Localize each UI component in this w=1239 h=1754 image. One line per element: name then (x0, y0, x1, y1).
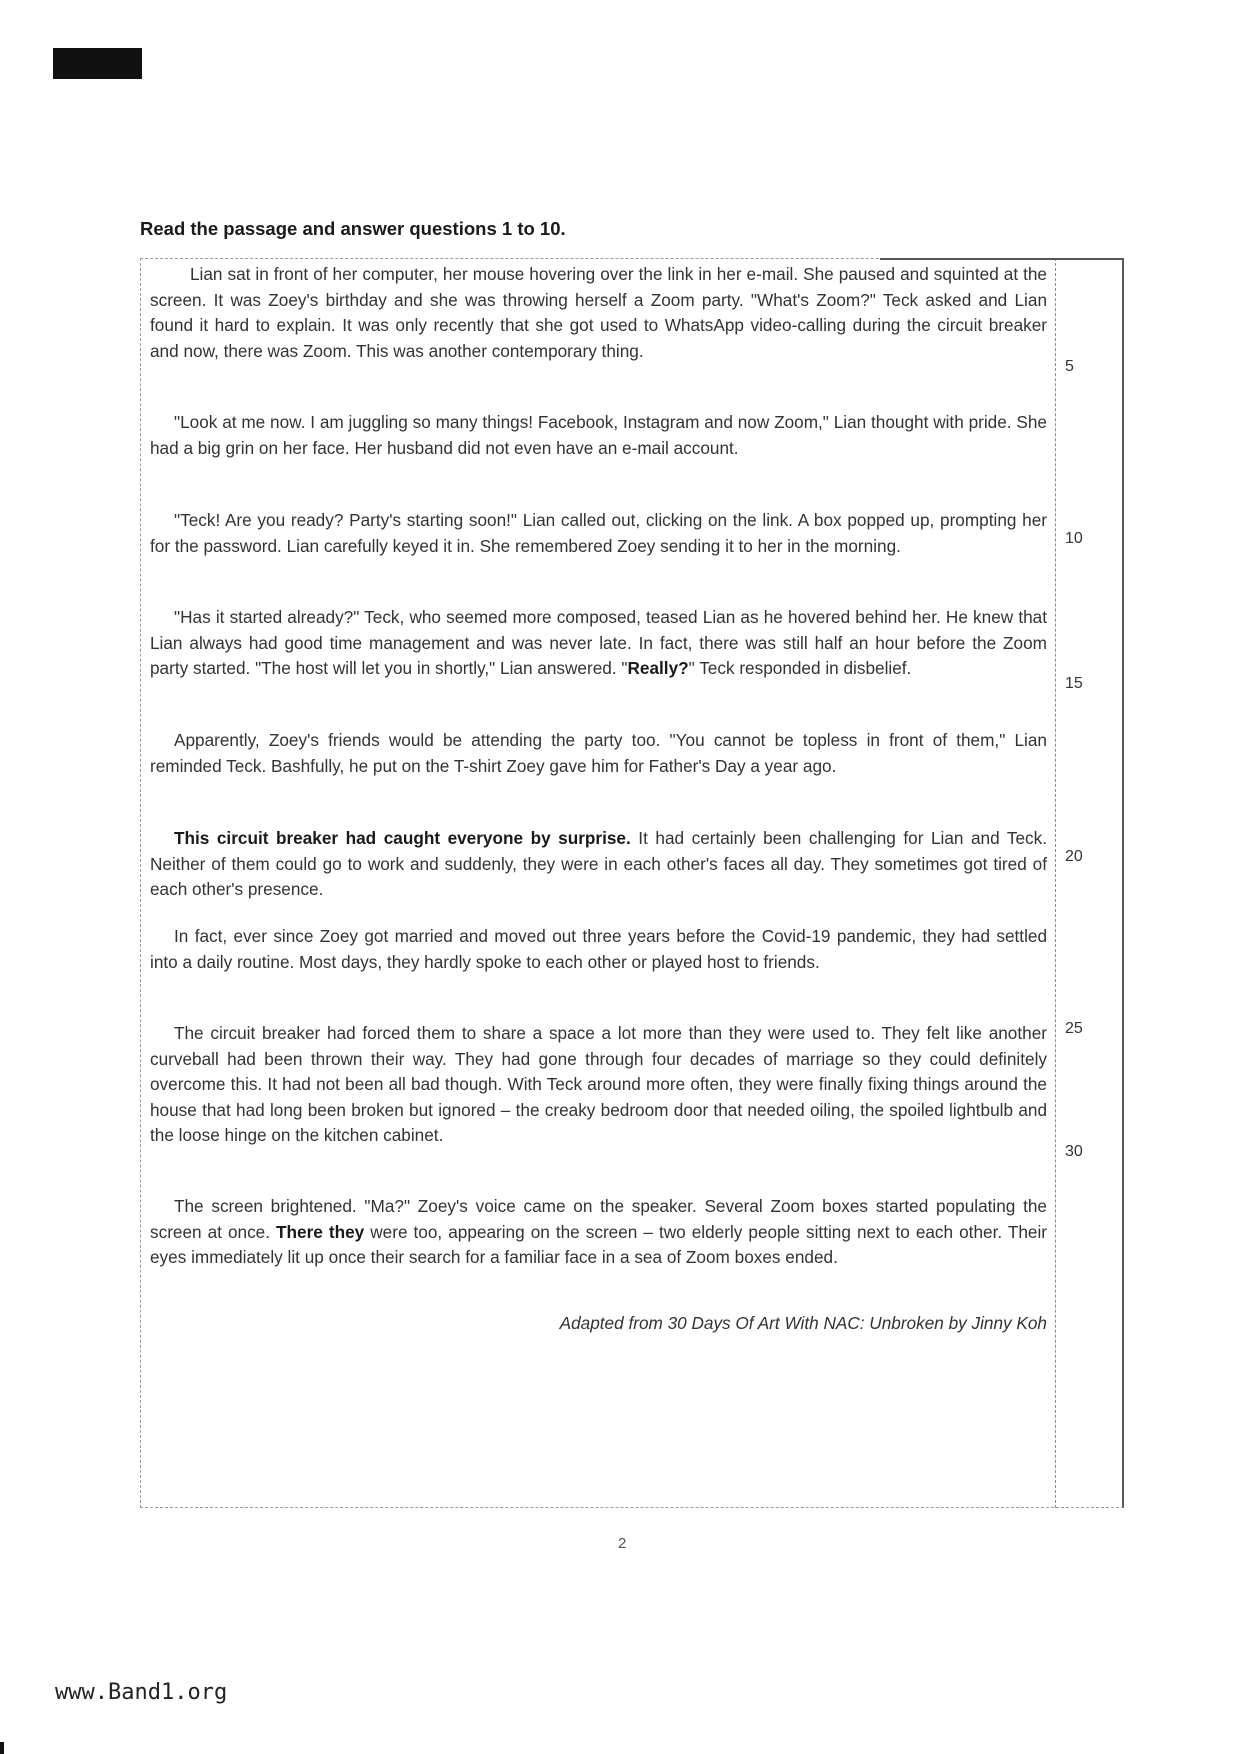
paragraph-9-part-1: The screen brightened. "Ma?" Zoey's voice came on the speaker. Several Zoom boxes started populating the screen at once. (150, 1196, 1047, 1242)
paragraph-4-part-2: " Teck responded in disbelief. (688, 658, 912, 678)
redaction-block (53, 48, 142, 79)
line-number-20: 20 (1065, 848, 1083, 865)
paragraph-6-part-1: It had certainly been challenging for Lian and Teck. Neither of them could go to work and suddenly, they were in each other's faces all day. They sometimes got tired of each other's presence. (150, 828, 1048, 899)
paragraph-4 (150, 605, 1047, 682)
source-attribution: Adapted from 30 Days Of Art With NAC: Unbroken by Jinny Koh (559, 1313, 1047, 1333)
paragraph-6 (150, 826, 1047, 903)
scan-speck (0, 1742, 4, 1754)
paragraph-9-emphasis: There they (276, 1221, 365, 1242)
line-number-15: 15 (1065, 675, 1083, 692)
paragraph-9 (150, 1194, 1047, 1271)
line-number-divider (1055, 258, 1056, 1508)
page-number: 2 (618, 1535, 627, 1552)
paragraph-4-part-1: "Has it started already?" Teck, who seemed more composed, teased Lian as he hovered behind her. He knew that Lian always had good time management and was never late. In fact, there was still half an hour before the Zoom party started. "The host will let you in shortly," Lian answered. " (150, 607, 1047, 678)
paragraph-6-emphasis: This circuit breaker had caught everyone by surprise. (174, 828, 631, 848)
paragraph-5: Apparently, Zoey's friends would be attending the party too. "You cannot be topless in front of them," Lian reminded Teck. Bashfully, he put on the T-shirt Zoey gave him for Father's Day a year ago. (150, 730, 1047, 776)
paragraph-8: The circuit breaker had forced them to share a space a lot more than they were used to. They felt like another curveball had been thrown their way. They had gone through four decades of marriage so they could definitely overcome this. It had not been all bad though. With Teck around more often, they were finally fixing things around the house that had long been broken but ignored – the creaky bedroom door that needed oiling, the spoiled lightbulb and the loose hinge on the kitchen cabinet. (150, 1023, 1047, 1145)
line-number-25: 25 (1065, 1020, 1083, 1037)
instruction-heading: Read the passage and answer questions 1 to 10. (140, 218, 566, 239)
line-number-5: 5 (1065, 358, 1074, 375)
line-number-10: 10 (1065, 530, 1083, 547)
passage-top-rule (880, 258, 1124, 260)
paragraph-1: Lian sat in front of her computer, her mouse hovering over the link in her e-mail. She paused and squinted at the screen. It was Zoey's birthday and she was throwing herself a Zoom party. "What's Zoom?" Teck asked and Lian found it hard to explain. It was only recently that she got used to WhatsApp video-calling during the circuit breaker and now, there was Zoom. This was another contemporary thing. (150, 264, 1047, 361)
line-number-30: 30 (1065, 1143, 1083, 1160)
paragraph-3: "Teck! Are you ready? Party's starting soon!" Lian called out, clicking on the link. A box popped up, prompting her for the password. Lian carefully keyed it in. She remembered Zoey sending it to her in the morning. (150, 510, 1047, 556)
paragraph-2: "Look at me now. I am juggling so many things! Facebook, Instagram and now Zoom," Lian thought with pride. She had a big grin on her face. Her husband did not even have an e-mail account. (150, 412, 1047, 458)
paragraph-4-emphasis: Really? (627, 658, 689, 678)
paragraph-9-part-2: were too, appearing on the screen – two elderly people sitting next to each other. Their eyes immediately lit up once their search for a familiar face in a sea of Zoom boxes ended. (150, 1221, 1047, 1267)
paragraph-7: In fact, ever since Zoey got married and moved out three years before the Covid-19 pandemic, they had settled into a daily routine. Most days, they hardly spoke to each other or played host to friends. (150, 926, 1047, 972)
website-footer: www.Band1.org (55, 1680, 228, 1705)
